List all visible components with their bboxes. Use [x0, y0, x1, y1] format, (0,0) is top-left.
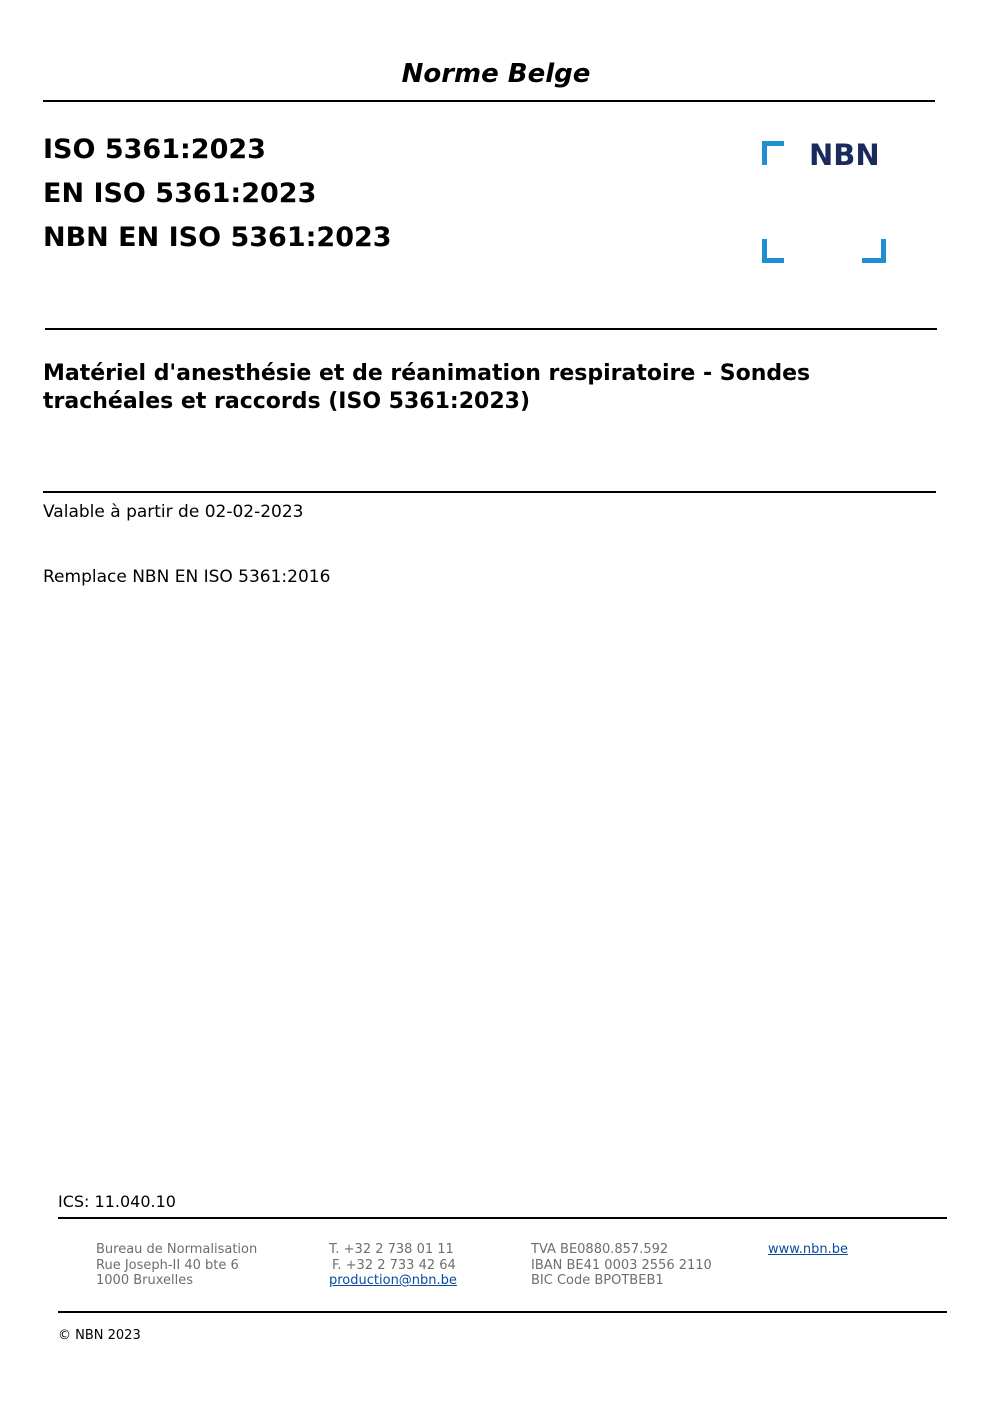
footer-bank [531, 1242, 712, 1289]
address-line: 1000 Bruxelles [96, 1273, 194, 1288]
footer-website [768, 1242, 848, 1258]
logo-wordmark: NBN [809, 138, 880, 172]
email-link[interactable]: production@nbn.be [329, 1273, 457, 1288]
header-divider [43, 100, 935, 102]
ics-code: ICS: 11.040.10 [58, 1192, 176, 1211]
bic-code: BIC Code BPOTBEB1 [531, 1273, 664, 1288]
standard-code-nbn-en-iso: NBN EN ISO 5361:2023 [43, 222, 392, 253]
copyright-notice: © NBN 2023 [58, 1328, 141, 1343]
footer-top-divider [58, 1217, 947, 1219]
standard-codes [43, 128, 392, 260]
document-title: Matériel d'anesthésie et de réanimation respiratoire - Sondes trachéales et raccords (ISO 5361:2023) [43, 361, 811, 414]
validity-date: Valable à partir de 02-02-2023 [43, 502, 304, 522]
footer-contact [329, 1242, 457, 1289]
logo-corner-top-left-icon [762, 141, 784, 165]
standard-code-iso: ISO 5361:2023 [43, 134, 266, 165]
iban-number: IBAN BE41 0003 2556 2110 [531, 1257, 712, 1273]
logo-corner-bottom-right-icon [862, 239, 886, 263]
title-bottom-divider [43, 491, 936, 493]
logo-corner-bottom-left-icon [762, 239, 784, 263]
address-line: Bureau de Normalisation [96, 1242, 258, 1257]
website-link[interactable]: www.nbn.be [768, 1242, 848, 1257]
footer-bottom-divider [58, 1311, 947, 1313]
nbn-logo [762, 138, 886, 263]
vat-number: TVA BE0880.857.592 [531, 1242, 669, 1257]
title-top-divider [45, 328, 937, 330]
address-line: Rue Joseph-II 40 bte 6 [96, 1257, 239, 1273]
replaces-standard: Remplace NBN EN ISO 5361:2016 [43, 567, 331, 587]
page-header-title: Norme Belge [401, 59, 591, 89]
footer-address [96, 1242, 257, 1289]
fax-number: F. +32 2 733 42 64 [332, 1257, 456, 1273]
phone-number: T. +32 2 738 01 11 [329, 1242, 454, 1257]
standard-code-en-iso: EN ISO 5361:2023 [43, 178, 317, 209]
